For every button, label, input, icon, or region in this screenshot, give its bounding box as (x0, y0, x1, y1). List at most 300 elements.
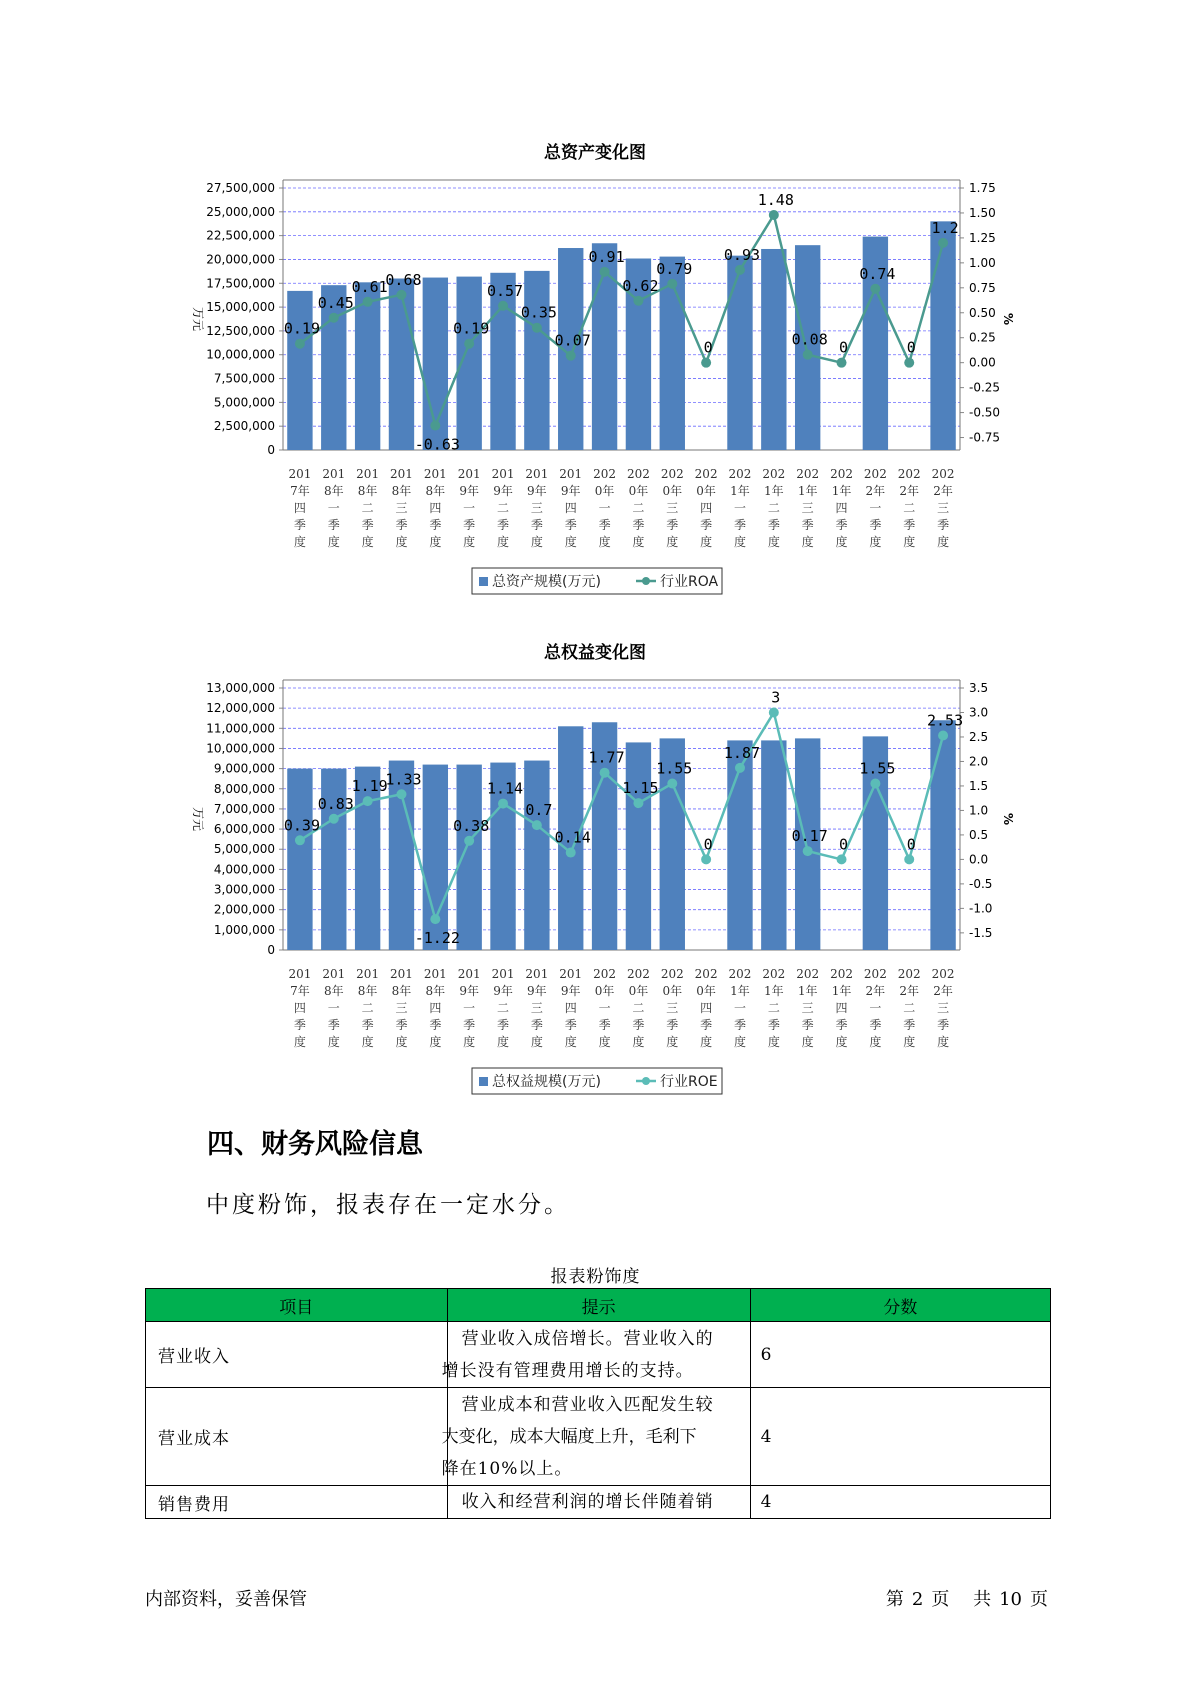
risk-table (145, 1288, 1051, 1519)
y-tick-label: 9,000,000 (213, 761, 275, 776)
total-prefix: 共 (973, 1589, 992, 1610)
legend-bar-label: 总资产规模(万元) (492, 574, 601, 590)
y2-axis-unit: % (1001, 312, 1015, 326)
x-tick-label: 三 (801, 501, 814, 515)
x-tick-label: 度 (903, 1035, 916, 1049)
bar (456, 765, 481, 950)
line-point (363, 297, 373, 307)
data-label: 0.45 (317, 293, 354, 312)
y-axis-unit: 万元 (191, 306, 205, 332)
line-point (904, 358, 914, 368)
x-tick-label: 0年 (628, 984, 649, 998)
x-tick-label: 202 (593, 467, 617, 481)
x-tick-label: 季 (835, 518, 848, 532)
x-tick-label: 季 (835, 1018, 848, 1032)
x-tick-label: 季 (767, 518, 780, 532)
x-tick-label: 四 (835, 1001, 848, 1015)
legend-bar-swatch (479, 577, 488, 586)
x-tick-label: 0年 (594, 484, 615, 498)
row-item: 营业成本 (146, 1388, 448, 1486)
line-point (769, 210, 779, 220)
x-tick-label: 0年 (662, 484, 683, 498)
x-tick-label: 0年 (696, 984, 716, 998)
y-tick-label: 7,000,000 (213, 801, 275, 816)
x-tick-label: 2年 (899, 984, 920, 998)
row-hint (441, 1322, 750, 1388)
row-item: 营业收入 (146, 1322, 448, 1388)
x-tick-label: 四 (835, 501, 848, 515)
x-tick-label: 二 (632, 501, 645, 515)
data-label: 0.83 (317, 794, 354, 813)
bar (930, 221, 955, 450)
x-tick-label: 度 (733, 1035, 746, 1049)
y2-tick-label: -1.5 (969, 925, 993, 940)
x-tick-label: 季 (733, 1018, 746, 1032)
y-tick-label: 11,000,000 (206, 721, 275, 736)
bar (355, 282, 380, 450)
line-point (464, 339, 474, 349)
data-label: 2.53 (927, 711, 964, 730)
legend-line-label: 行业ROA (660, 574, 719, 590)
y-tick-label: 12,000,000 (206, 701, 275, 716)
line-point (498, 799, 508, 809)
line-point (295, 339, 305, 349)
x-tick-label: 季 (801, 1018, 814, 1032)
x-tick-label: 度 (937, 1035, 950, 1049)
hint-line: 降在10%以上。 (441, 1458, 573, 1479)
x-tick-label: 2年 (865, 984, 886, 998)
page-prefix: 第 (885, 1589, 904, 1610)
y2-tick-label: 3.5 (969, 681, 989, 695)
y2-tick-label: -0.50 (969, 405, 1001, 420)
data-label: 1.33 (385, 770, 422, 789)
x-tick-label: 201 (356, 967, 380, 981)
x-tick-label: 四 (429, 1001, 442, 1015)
x-tick-label: 9年 (459, 484, 479, 498)
x-tick-label: 201 (322, 967, 346, 981)
line-point (735, 763, 745, 773)
x-tick-label: 9年 (459, 984, 479, 998)
line-point (498, 301, 508, 311)
x-tick-label: 201 (457, 467, 481, 481)
data-label: 1.2 (931, 218, 959, 237)
y-tick-label: 10,000,000 (206, 741, 275, 756)
y-tick-label: 4,000,000 (213, 862, 275, 877)
y-tick-label: 2,000,000 (213, 902, 275, 917)
x-tick-label: 201 (491, 467, 515, 481)
x-tick-label: 201 (491, 967, 515, 981)
x-tick-label: 202 (694, 967, 718, 981)
line-point (938, 238, 948, 248)
page-number: 2 (911, 1589, 924, 1610)
x-tick-label: 度 (530, 1035, 543, 1049)
bar (930, 720, 955, 950)
x-tick-label: 季 (801, 518, 814, 532)
y-tick-label: 15,000,000 (206, 300, 275, 315)
data-label: 0.74 (859, 264, 896, 283)
x-tick-label: 度 (700, 1035, 713, 1049)
x-tick-label: 季 (666, 1018, 679, 1032)
y2-tick-label: 0.75 (969, 280, 996, 295)
x-tick-label: 三 (937, 1001, 950, 1015)
x-tick-label: 度 (429, 535, 442, 549)
y2-tick-label: -1.0 (969, 901, 993, 916)
y2-tick-label: 3.0 (969, 705, 989, 720)
x-tick-label: 季 (767, 1018, 780, 1032)
bar (727, 256, 752, 450)
x-tick-label: 二 (903, 501, 916, 515)
x-tick-label: 季 (530, 1018, 543, 1032)
x-tick-label: 季 (598, 518, 611, 532)
x-tick-label: 一 (733, 1001, 746, 1015)
x-tick-label: 201 (525, 467, 549, 481)
data-label: 0.14 (554, 828, 591, 847)
x-tick-label: 四 (564, 1001, 577, 1015)
x-tick-label: 8年 (323, 484, 344, 498)
bar (389, 761, 414, 950)
bar (287, 291, 312, 450)
x-tick-label: 202 (762, 967, 786, 981)
x-tick-label: 201 (288, 967, 312, 981)
x-tick-label: 202 (728, 967, 752, 981)
x-tick-label: 1年 (764, 984, 784, 998)
x-tick-label: 9年 (560, 484, 581, 498)
x-tick-label: 202 (728, 467, 752, 481)
x-tick-label: 季 (869, 1018, 882, 1032)
x-tick-label: 度 (666, 1035, 679, 1049)
x-tick-label: 1年 (831, 984, 852, 998)
bar (524, 761, 549, 950)
x-tick-label: 一 (733, 501, 746, 515)
x-tick-label: 度 (293, 535, 306, 549)
x-tick-label: 202 (593, 967, 617, 981)
total-pages: 10 (999, 1589, 1022, 1610)
line-point (532, 323, 542, 333)
line-point (396, 789, 406, 799)
x-tick-label: 201 (457, 967, 481, 981)
line-point (769, 707, 779, 717)
x-tick-label: 季 (429, 1018, 442, 1032)
line-point (363, 796, 373, 806)
line-point (396, 290, 406, 300)
x-tick-label: 季 (293, 1018, 306, 1032)
data-label: 3 (771, 688, 781, 707)
x-tick-label: 二 (632, 1001, 645, 1015)
x-tick-label: 1年 (730, 984, 750, 998)
data-label: 0.17 (791, 827, 828, 846)
x-tick-label: 四 (293, 1001, 306, 1015)
row-score: 6 (750, 1322, 1050, 1388)
data-label: 1.15 (622, 779, 659, 798)
header-item: 项目 (146, 1289, 448, 1322)
data-label: 0 (906, 338, 916, 357)
x-tick-label: 度 (327, 535, 340, 549)
data-label: 0.68 (385, 270, 422, 289)
x-tick-label: 度 (564, 535, 577, 549)
y-tick-label: 22,500,000 (206, 228, 275, 243)
x-tick-label: 度 (767, 1035, 780, 1049)
data-label: 1.55 (656, 759, 693, 778)
y-tick-label: 5,000,000 (213, 842, 275, 857)
row-hint (441, 1388, 750, 1486)
x-tick-label: 度 (598, 1035, 611, 1049)
x-tick-label: 一 (463, 1001, 476, 1015)
y2-tick-label: 1.00 (969, 255, 996, 270)
x-tick-label: 季 (937, 518, 950, 532)
header-score: 分数 (750, 1289, 1050, 1322)
y2-tick-label: 0.00 (969, 355, 996, 370)
x-tick-label: 202 (897, 467, 921, 481)
x-tick-label: 202 (626, 967, 650, 981)
x-tick-label: 一 (869, 1001, 882, 1015)
x-tick-label: 度 (666, 535, 679, 549)
x-tick-label: 季 (429, 518, 442, 532)
y-tick-label: 6,000,000 (213, 822, 275, 837)
x-tick-label: 8年 (357, 484, 378, 498)
x-tick-label: 季 (733, 518, 746, 532)
x-tick-label: 一 (598, 1001, 611, 1015)
y-tick-label: 8,000,000 (213, 781, 275, 796)
line-point (667, 778, 677, 788)
line-point (464, 836, 474, 846)
x-tick-label: 202 (830, 467, 853, 481)
y2-tick-label: 0.5 (969, 827, 989, 842)
x-tick-label: 201 (559, 967, 583, 981)
x-tick-label: 三 (530, 1001, 543, 1015)
x-tick-label: 季 (463, 518, 476, 532)
x-tick-label: 8年 (425, 484, 446, 498)
x-tick-label: 0年 (662, 984, 683, 998)
y-tick-label: 12,500,000 (206, 323, 275, 338)
x-tick-label: 度 (497, 535, 510, 549)
y2-tick-label: 1.75 (969, 181, 996, 195)
x-tick-label: 度 (293, 1035, 306, 1049)
footer-confidential: 内部资料，妥善保管 (145, 1589, 307, 1610)
hint-line: 营业成本和营业收入匹配发生较 (461, 1394, 714, 1415)
hint-line: 大变化，成本大幅度上升，毛利下 (441, 1426, 697, 1447)
y-axis-unit: 万元 (191, 806, 205, 832)
line-point (430, 914, 440, 924)
y-tick-label: 3,000,000 (213, 882, 275, 897)
x-tick-label: 202 (660, 467, 684, 481)
data-label: 1.55 (859, 759, 896, 778)
x-tick-label: 季 (293, 518, 306, 532)
x-tick-label: 201 (288, 467, 312, 481)
x-tick-label: 度 (801, 535, 814, 549)
x-tick-label: 度 (395, 535, 408, 549)
x-tick-label: 三 (666, 1001, 679, 1015)
table-caption: 报表粉饰度 (550, 1267, 641, 1287)
x-tick-label: 度 (801, 1035, 814, 1049)
x-tick-label: 一 (327, 501, 340, 515)
x-tick-label: 季 (395, 518, 408, 532)
y2-tick-label: 0.50 (969, 305, 996, 320)
x-tick-label: 三 (530, 501, 543, 515)
data-label: 1.48 (757, 190, 794, 209)
y-tick-label: 7,500,000 (213, 371, 275, 386)
bar (626, 742, 651, 950)
x-tick-label: 202 (660, 967, 684, 981)
x-tick-label: 四 (700, 501, 713, 515)
y-tick-label: 0 (267, 943, 275, 957)
line-point (295, 835, 305, 845)
data-label: 0.79 (656, 259, 693, 278)
x-tick-label: 二 (497, 501, 510, 515)
data-label: 0.07 (554, 331, 591, 350)
x-tick-label: 201 (322, 467, 346, 481)
x-tick-label: 度 (463, 535, 476, 549)
x-tick-label: 度 (937, 535, 950, 549)
hint-line: 增长没有管理费用增长的支持。 (441, 1360, 694, 1381)
data-label: 0.39 (283, 816, 320, 835)
x-tick-label: 度 (429, 1035, 442, 1049)
x-tick-label: 四 (700, 1001, 713, 1015)
x-tick-label: 度 (869, 535, 882, 549)
legend-line-label: 行业ROE (660, 1074, 718, 1090)
table-row (146, 1486, 1051, 1519)
data-label: 0 (906, 835, 916, 854)
x-tick-label: 202 (931, 467, 955, 481)
y2-tick-label: 2.0 (969, 754, 989, 769)
y-tick-label: 13,000,000 (206, 681, 275, 695)
y-tick-label: 27,500,000 (206, 181, 275, 195)
line-point (870, 778, 880, 788)
x-tick-label: 度 (361, 535, 374, 549)
x-tick-label: 1年 (831, 484, 852, 498)
y2-axis-unit: % (1001, 812, 1015, 826)
x-tick-label: 8年 (357, 984, 378, 998)
hint-line: 收入和经营利润的增长伴随着销 (461, 1492, 714, 1512)
x-tick-label: 7年 (290, 984, 310, 998)
x-tick-label: 度 (530, 535, 543, 549)
row-score: 4 (750, 1486, 1050, 1519)
x-tick-label: 9年 (527, 984, 547, 998)
y-tick-label: 2,500,000 (213, 419, 275, 434)
y2-tick-label: 2.5 (969, 729, 989, 744)
x-tick-label: 9年 (560, 984, 581, 998)
x-tick-label: 季 (632, 518, 645, 532)
x-tick-label: 7年 (290, 484, 310, 498)
line-point (329, 313, 339, 323)
x-tick-label: 1年 (797, 484, 818, 498)
line-point (735, 265, 745, 275)
x-tick-label: 202 (762, 467, 786, 481)
x-tick-label: 季 (869, 518, 882, 532)
x-tick-label: 1年 (730, 484, 750, 498)
x-tick-label: 度 (700, 535, 713, 549)
x-tick-label: 202 (796, 967, 820, 981)
x-tick-label: 季 (497, 1018, 510, 1032)
x-tick-label: 201 (559, 467, 583, 481)
data-label: 0.91 (588, 247, 625, 266)
line-point (803, 846, 813, 856)
x-tick-label: 8年 (391, 984, 412, 998)
x-tick-label: 三 (395, 1001, 408, 1015)
x-tick-label: 2年 (899, 484, 920, 498)
y-tick-label: 0 (267, 443, 275, 457)
x-tick-label: 202 (863, 967, 887, 981)
line-point (430, 421, 440, 431)
data-label: 0.7 (525, 801, 553, 820)
x-tick-label: 一 (327, 1001, 340, 1015)
risk-summary: 中度粉饰，报表存在一定水分。 (206, 1192, 570, 1218)
x-tick-label: 201 (390, 967, 413, 981)
data-label: 0 (839, 835, 849, 854)
total-equity-chart (0, 630, 1191, 1100)
x-tick-label: 度 (632, 535, 645, 549)
x-tick-label: 度 (361, 1035, 374, 1049)
line-point (667, 279, 677, 289)
x-tick-label: 202 (830, 967, 853, 981)
x-tick-label: 度 (903, 535, 916, 549)
y2-tick-label: -0.25 (969, 380, 1001, 395)
line-point (701, 358, 711, 368)
x-tick-label: 度 (835, 1035, 848, 1049)
x-tick-label: 二 (361, 501, 374, 515)
data-label: -0.63 (414, 435, 460, 454)
y2-tick-label: -0.5 (969, 876, 993, 891)
line-point (566, 848, 576, 858)
line-point (938, 731, 948, 741)
data-label: -1.22 (414, 929, 460, 948)
line-point (837, 854, 847, 864)
x-tick-label: 度 (463, 1035, 476, 1049)
x-tick-label: 201 (356, 467, 380, 481)
x-tick-label: 一 (463, 501, 476, 515)
x-tick-label: 季 (903, 518, 916, 532)
page-unit: 页 (931, 1589, 950, 1610)
data-label: 0.08 (791, 330, 828, 349)
hint-line: 营业收入成倍增长。营业收入的 (461, 1328, 714, 1349)
x-tick-label: 2年 (865, 484, 886, 498)
x-tick-label: 201 (423, 467, 447, 481)
section-heading: 四、财务风险信息 (207, 1129, 423, 1160)
x-tick-label: 三 (937, 501, 950, 515)
data-label: 0.93 (723, 245, 761, 264)
x-tick-label: 季 (564, 1018, 577, 1032)
x-tick-label: 度 (869, 1035, 882, 1049)
x-tick-label: 三 (801, 1001, 814, 1015)
x-tick-label: 季 (395, 1018, 408, 1032)
x-tick-label: 度 (564, 1035, 577, 1049)
data-label: 0.19 (453, 319, 490, 338)
x-tick-label: 四 (564, 501, 577, 515)
data-label: 0 (703, 338, 713, 357)
bar (287, 769, 312, 950)
x-tick-label: 202 (931, 967, 955, 981)
x-tick-label: 度 (497, 1035, 510, 1049)
x-tick-label: 度 (327, 1035, 340, 1049)
data-label: 0.19 (283, 319, 320, 338)
chart-title: 总权益变化图 (544, 643, 646, 663)
bar (761, 740, 786, 950)
x-tick-label: 季 (497, 518, 510, 532)
x-tick-label: 8年 (391, 484, 412, 498)
line-point (329, 814, 339, 824)
total-unit: 页 (1030, 1589, 1048, 1610)
y-tick-label: 5,000,000 (213, 395, 275, 410)
x-tick-label: 季 (361, 518, 374, 532)
row-score: 4 (750, 1388, 1050, 1486)
x-tick-label: 季 (903, 1018, 916, 1032)
header-hint: 提示 (447, 1289, 750, 1322)
line-point (532, 820, 542, 830)
data-label: 0.62 (622, 276, 659, 295)
data-label: 0 (839, 338, 849, 357)
data-label: 1.77 (588, 748, 625, 767)
x-tick-label: 二 (767, 501, 780, 515)
line-point (870, 284, 880, 294)
